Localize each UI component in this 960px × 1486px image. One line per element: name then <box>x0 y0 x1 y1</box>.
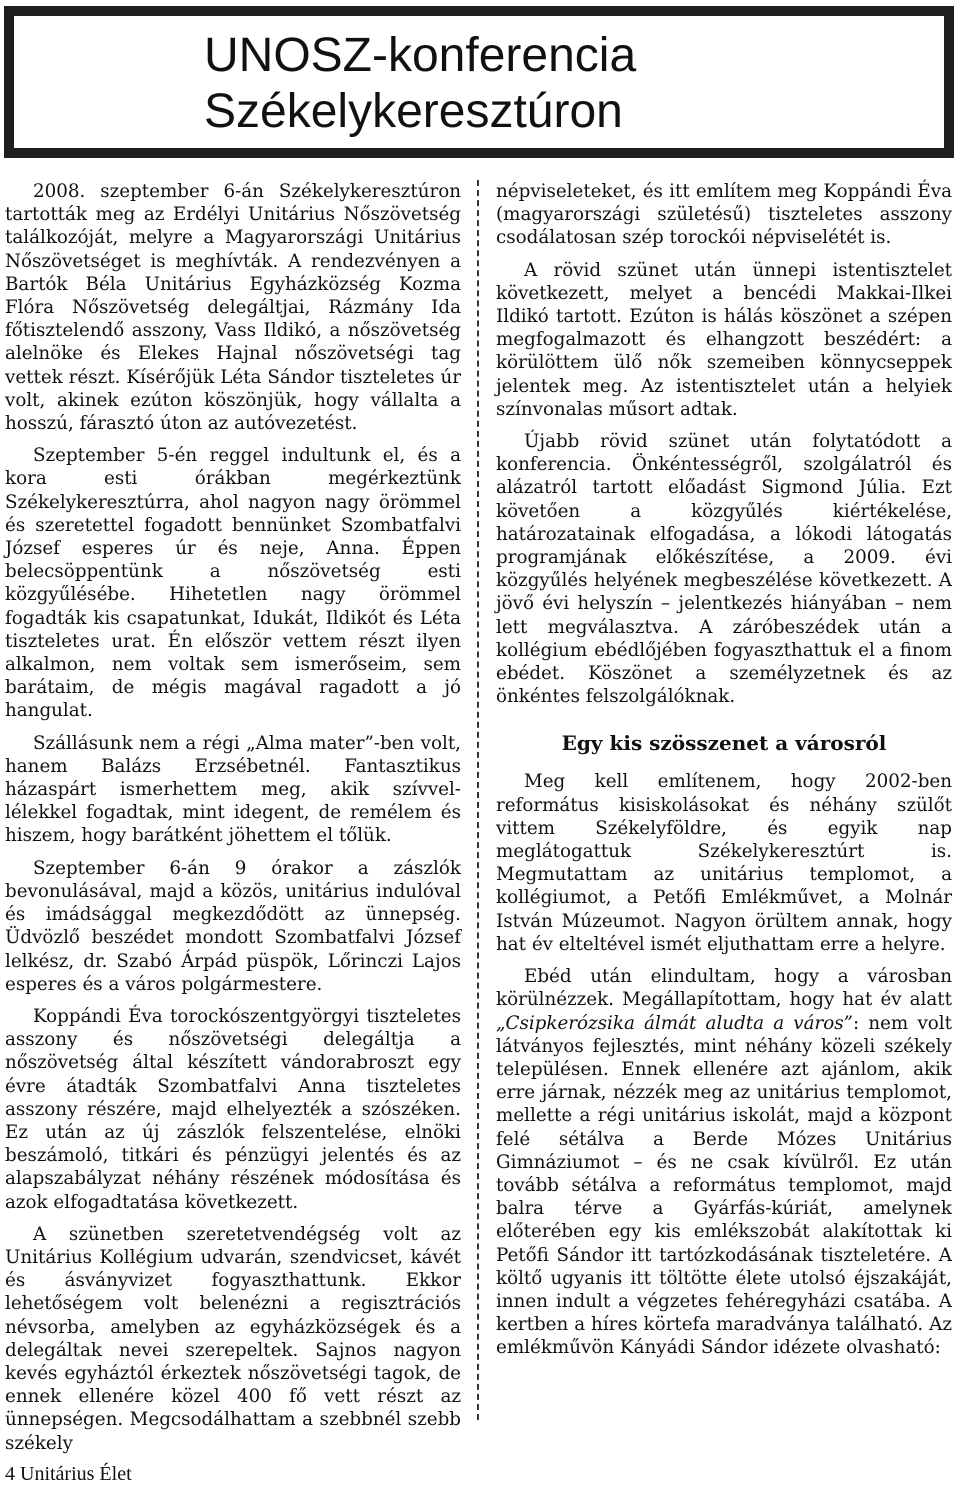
paragraph: Újabb rövid szünet után folytatódott a konferencia. Önkéntességről, szolgálatról és alázatról tartott előadást Sigmond Júlia. Ezt követően a közgyűlés kiértékelése, határozatainak elfogadása, a lókodi látogatás programjának előkészítése, a 2009. évi közgyűlés helyének megbeszélése következett. A jövő évi helyszín – jelentkezés hiányában – nem lett megválasztva. A záróbeszédek után a kollégium ebédlőjében fogyaszthattuk el a finom ebédet. Köszönet a személyzetnek és az önkéntes felszolgálóknak. <box>496 431 952 708</box>
paragraph-text: : nem volt látványos fejlesztés, mint néhány közeli székely településen. Ennek ellenére azt ajánlom, akik erre járnak, nézzék meg az unitárius templomot, mellette a régi unitárius iskolát, majd a központ felé sétálva a Berde Mózes Unitárius Gimnáziumot – és ne csak kívülről. Ez után tovább sétálva a református templomot, majd balra térve a Gyárfás-kúriát, amelynek előterében egy kis emlékszobát alakítottak ki Petőfi Sándor itt tartózkodásának tiszteletére. A költő ugyanis itt töltötte élete utolsó éjszakáját, innen indult a végzetes fehéregyházi csatába. A kertben a híres körtefa maradványa található. Az emlékművön Kányádi Sándor idézete olvasható: <box>496 1012 952 1359</box>
page-footer: 4 Unitárius Élet <box>5 1463 132 1485</box>
page-title <box>204 28 636 140</box>
section-subheading: Egy kis szösszenet a városról <box>561 731 887 756</box>
paragraph: 2008. szeptember 6-án Székelykeresztúron tartották meg az Erdélyi Unitárius Nőszövetség találkozóját, melyre a Magyarországi Unitárius Nőszövetséget is meghívták. A rendezvényen a Bartók Béla Unitárius Egyházközség Kozma Flóra Nőszövetség delegáltjai, Rázmány Ida főtisztelendő asszony, Vass Ildikó, a nőszövetség alelnöke és Elekes Hajnal nőszövetségi tag vettek részt. Kísérőjük Léta Sándor tiszteletes úr volt, akinek ezúton köszönjük, hogy vállalta a hosszú, fárasztó úton az autóvezetést. <box>5 181 461 435</box>
title-line-2: Székelykeresztúron <box>204 85 623 138</box>
column-divider <box>477 180 479 1420</box>
paragraph: Szállásunk nem a régi „Alma mater”-ben volt, hanem Balázs Erzsébetnél. Fantasztikus házaspárt ismerhettem meg, akik szívvel-lélekkel fogadtak, mint idegent, de remélem és hiszem, hogy barátként jöhettem el tőlük. <box>5 732 461 847</box>
paragraph <box>496 965 952 1359</box>
title-box <box>14 16 944 148</box>
title-banner <box>4 6 954 158</box>
paragraph: Meg kell említenem, hogy 2002-ben református kisiskolásokat és néhány szülőt vittem Székelyföldre, és egyik nap meglátogattuk Székelykeresztúrt is. Megmutattam az unitárius templomot, a kollégiumot, a Petőfi Emlékművet, a Molnár István Múzeumot. Nagyon örültem annak, hogy hat év elteltével ismét eljuthattam erre a helyre. <box>496 771 952 955</box>
right-column <box>496 180 952 1369</box>
paragraph: A szünetben szeretetvendégség volt az Unitárius Kollégium udvarán, szendvicset, kávét és ásványvizet fogyaszthattunk. Ekkor lehetőségem volt belenézni a regisztrációs névsorba, amelyben az egyházközségek és a delegáltak nevei szerepeltek. Sajnos nagyon kevés egyháztól érkeztek nőszövetségi tagok, de ennek ellenére közel 400 fő vett részt az ünnepségen. Megcsodálhattam a szebbnél szebb székely <box>5 1223 461 1454</box>
left-column <box>5 180 461 1464</box>
paragraph: Szeptember 5-én reggel indultunk el, és a kora esti órákban megérkeztünk Székelykeresztúrra, ahol nagyon nagy örömmel és szeretettel fogadott bennünket Szombatfalvi József esperes úr és neje, Anna. Éppen belecsöppentünk a nőszövetség esti közgyűlésébe. Hihetetlen nagy örömmel fogadták kis csapatunkat, Idukát, Ildikót és Léta tiszteletes urat. Én először vettem részt ilyen alkalmon, nem voltak sem ismerőseim, sem barátaim, de mégis magával ragadott a jó hangulat. <box>5 445 461 722</box>
quote-italic: „Csipkerózsika álmát aludta a város” <box>496 1012 853 1034</box>
paragraph-text: Ebéd után elindultam, hogy a városban körülnézzek. Megállapítottam, hogy hat év alatt <box>496 966 952 1011</box>
paragraph: Koppándi Éva torockószentgyörgyi tiszteletes asszony és nőszövetségi delegáltja a nőszövetség által készített vándorabroszt egy évre átadták Szombatfalvi Anna tiszteletes asszony részére, majd elhelyezték a szószéken. Ez után az új zászlók felszentelése, elnöki beszámoló, titkári és pénzügyi jelentés és az alapszabályzat néhány részének módosítása és azok elfogadtatása következett. <box>5 1005 461 1213</box>
paragraph: A rövid szünet után ünnepi istentisztelet következett, melyet a bencédi Makkai-Ilkei Ildikó tartott. Ezúton is hálás köszönet a szépen megfogalmazott és elhangzott beszédért: a körülöttem ülő nők szemeiben könnycseppek jelentek meg. Az istentisztelet után a helyiek színvonalas műsort adtak. <box>496 259 952 420</box>
paragraph: népviseleteket, és itt említem meg Koppándi Éva (magyarországi születésű) tiszteletes asszony csodálatosan szép torockói népviselétét is. <box>496 181 952 249</box>
paragraph: Szeptember 6-án 9 órakor a zászlók bevonulásával, majd a közös, unitárius indulóval és imádsággal megkezdődött az ünnepség. Üdvözlő beszédet mondott Szombatfalvi József lelkész, dr. Szabó Árpád püspök, Lőrinczi Lajos esperes és a város polgármestere. <box>5 857 461 995</box>
title-line-1: UNOSZ-konferencia <box>204 29 637 82</box>
